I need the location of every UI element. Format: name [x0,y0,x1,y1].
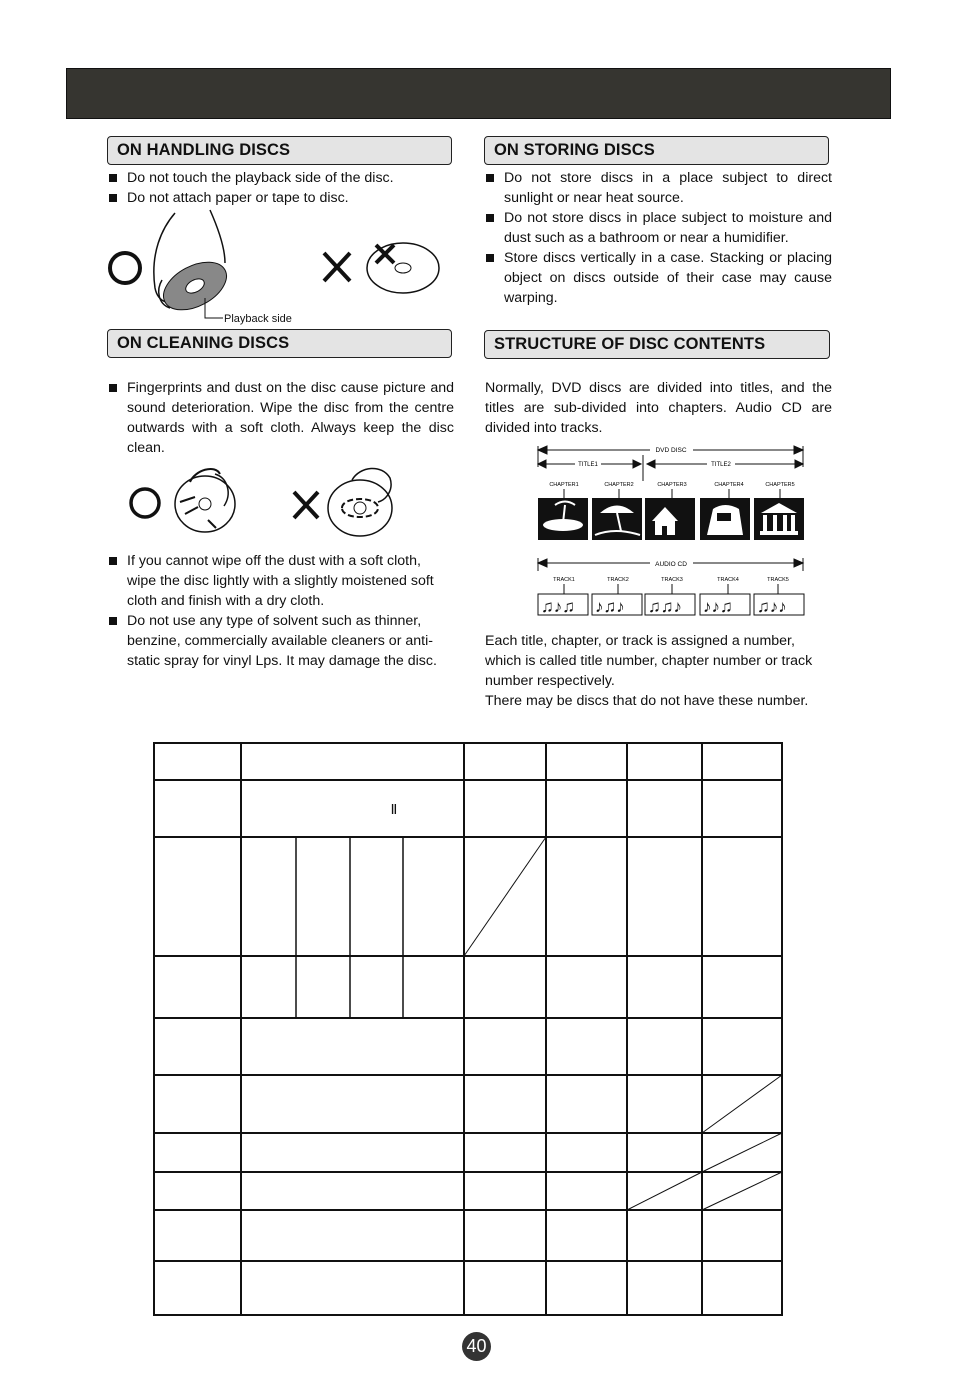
track-5-label: TRACK5 [767,577,789,583]
chapter-3-house-icon [645,498,695,540]
chapter-4-label: CHAPTER4 [714,482,744,488]
storing-bullet-3: Store discs vertically in a case. Stacking or placing object on discs outside of their case may cause warping. [486,248,832,308]
svg-text:♫♪♪: ♫♪♪ [757,597,787,616]
svg-text:♪♪♫: ♪♪♫ [703,597,733,616]
track-3-label: TRACK3 [661,577,683,583]
chapter-5-temple-icon [754,498,804,540]
audio-cd-label: AUDIO CD [655,561,687,568]
disc-types-table [150,740,790,1320]
storing-bullet-1: Do not store discs in a place subject to direct sunlight or near heat source. [486,168,832,208]
wrong-x-icon [294,492,318,518]
radial-wipe-disc-icon [175,469,235,532]
svg-text:♪♫♪: ♪♫♪ [595,597,625,616]
correct-circle-icon [131,489,159,517]
chapter-1-label: CHAPTER1 [549,482,579,488]
chapter-3-label: CHAPTER3 [657,482,687,488]
wrong-x-icon [324,253,350,281]
disc-in-hand-icon [154,210,235,320]
track-4-label: TRACK4 [717,577,739,583]
disc-structure-diagram [535,443,807,619]
chapter-5-label: CHAPTER5 [765,482,795,488]
playback-side-label: Playback side [224,313,292,325]
dvd-disc-label: DVD DISC [655,447,687,454]
cleaning-bullet-3: Do not use any type of solvent such as thinner, benzine, commercially available cleaners or anti-static spray for vinyl Lps. It may damage the disc. [109,611,454,671]
circular-wipe-disc-icon [328,468,392,536]
page-number: 40 [462,1332,491,1361]
handling-illustration [100,208,460,328]
structure-outro-2: There may be discs that do not have these number. [485,693,809,709]
title-1-label: TITLE1 [578,462,598,468]
chapter-2-label: CHAPTER2 [604,482,634,488]
storing-bullet-2: Do not store discs in place subject to moisture and dust such as a bathroom or near a humidifier. [486,208,832,248]
structure-heading: STRUCTURE OF DISC CONTENTS [484,330,830,359]
cleaning-bullet-1: Fingerprints and dust on the disc cause picture and sound deterioration. Wipe the disc from the centre outwards with a soft cloth. Always keep the disc clean. [109,378,454,458]
cleaning-illustration [120,462,410,542]
roman-numeral-mark: Ⅱ [390,801,398,817]
chapter-2-umbrella-icon [592,498,642,540]
handling-bullet-2: Do not attach paper or tape to disc. [109,188,454,208]
handling-heading: ON HANDLING DISCS [107,136,452,165]
structure-intro: Normally, DVD discs are divided into titles, and the titles are sub-divided into chapters. Audio CD are divided into tracks. [485,380,832,436]
storing-heading: ON STORING DISCS [484,136,829,165]
header-bar [66,68,891,119]
svg-text:♫♪♫: ♫♪♫ [541,597,575,616]
chapter-1-palm-icon [538,498,588,540]
disc-with-tape-icon [367,243,439,293]
cleaning-bullet-2: If you cannot wipe off the dust with a soft cloth, wipe the disc lightly with a slightly moistened soft cloth and finish with a dry cloth. [109,551,454,611]
title-2-label: TITLE2 [711,462,731,468]
correct-circle-icon [110,253,140,283]
handling-bullet-1: Do not touch the playback side of the disc. [109,168,454,188]
track-1-label: TRACK1 [553,577,575,583]
track-2-label: TRACK2 [607,577,629,583]
cleaning-heading: ON CLEANING DISCS [107,329,452,358]
structure-outro-1: Each title, chapter, or track is assigned a number, which is called title number, chapter number or track number respectively. [485,633,813,689]
chapter-4-train-icon [700,498,750,540]
svg-text:♫♫♪: ♫♫♪ [648,597,682,616]
